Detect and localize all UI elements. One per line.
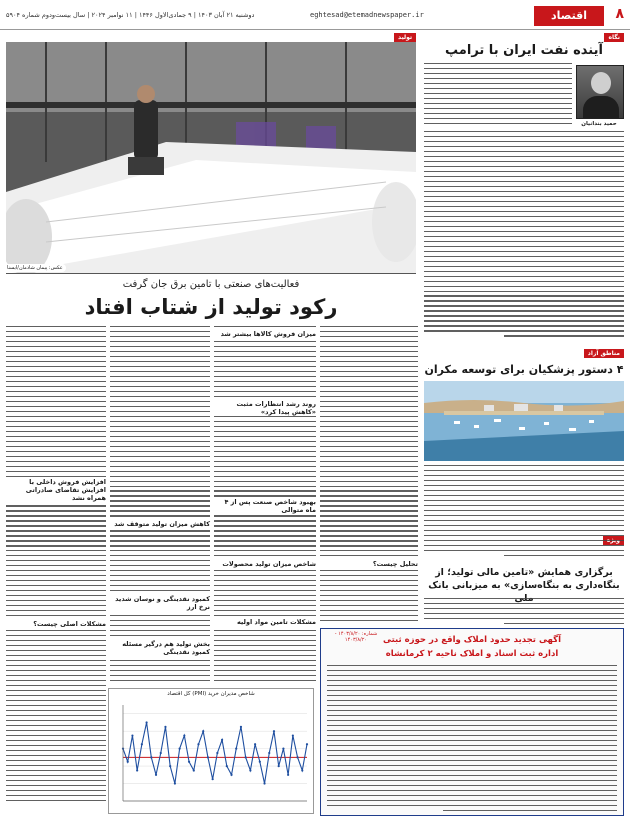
chart-point <box>263 782 265 784</box>
main-body-col-1 <box>320 326 418 626</box>
opinion-title[interactable]: آینده نفت ایران با ترامپ <box>445 43 603 58</box>
date-line: دوشنبه ۲۱ آبان ۱۴۰۳ | ۹ جمادی‌الاول ۱۴۴۶ | ۱۱ نوامبر ۲۰۲۴ | سال بیست‌ودوم شماره ۵۹۰۴ <box>6 11 255 19</box>
tag-makran: مناطق آزاد <box>584 349 624 358</box>
subhead-industry-index: بهبود شاخص صنعت پس از ۴ ماه متوالی <box>214 498 316 514</box>
chart-point <box>207 756 209 758</box>
chart-point <box>268 752 270 754</box>
chart-point <box>259 761 261 763</box>
main-subtitle: فعالیت‌های صنعتی با تامین برق جان گرفت <box>122 279 300 290</box>
chart-series-line <box>123 722 307 783</box>
chart-point <box>169 765 171 767</box>
chart-point <box>221 739 223 741</box>
chart-title: شاخص مدیران خرید (PMI) کل اقتصاد <box>167 691 255 697</box>
chart-plot-area <box>109 699 313 813</box>
chart-point <box>292 734 294 736</box>
chart-point <box>183 734 185 736</box>
subhead-sales: میزان فروش کالاها بیشتر شد <box>214 330 316 338</box>
chart-point <box>240 726 242 728</box>
ad-reference: شماره: ۱۴۰۳/۸/۲۰ - ۱۴۰۳/۸/۲۰ <box>334 631 378 643</box>
chart-point <box>193 769 195 771</box>
pmi-chart <box>108 688 314 814</box>
chart-point <box>273 730 275 732</box>
ad-title-line1: آگهی تجدید حدود املاک واقع در حوزه ثبتی <box>382 635 562 645</box>
chart-point <box>179 748 181 750</box>
chart-point <box>150 756 152 758</box>
subhead-production-index: شاخص میزان تولید محصولات <box>214 560 316 568</box>
chart-point <box>245 756 247 758</box>
chart-point <box>306 743 308 745</box>
chart-point <box>296 756 298 758</box>
chart-point <box>202 730 204 732</box>
chart-point <box>197 743 199 745</box>
chart-point <box>212 778 214 780</box>
main-photo <box>6 42 416 274</box>
opinion-body-intro <box>424 63 572 129</box>
chart-point <box>188 761 190 763</box>
subhead-liquidity: کمبود نقدینگی و نوسان شدید نرخ ارز <box>110 595 210 611</box>
main-body-col-3 <box>110 326 210 686</box>
subhead-materials: مشکلات تامین مواد اولیه <box>214 618 316 626</box>
bank-title[interactable]: برگزاری همایش «تامین مالی تولید؛ از بنگاه‌داری به بنگاه‌سازی» به میزبانی بانک <box>428 567 620 591</box>
chart-point <box>282 748 284 750</box>
chart-point <box>141 743 143 745</box>
chart-point <box>301 769 303 771</box>
main-title[interactable]: رکود تولید از شتاب افتاد <box>84 295 338 319</box>
tag-main: تولید <box>394 33 416 42</box>
ad-title-line2: اداره ثبت اسناد و املاک ناحیه ۲ کرمانشاه <box>385 649 559 659</box>
chart-point <box>174 782 176 784</box>
subhead-expectations: روند رشد انتظارات مثبت «کاهش پیدا کرد» <box>214 400 316 416</box>
makran-photo <box>424 381 624 461</box>
main-body-col-4 <box>6 326 106 814</box>
chart-point <box>127 761 129 763</box>
chart-point <box>155 774 157 776</box>
chart-point <box>278 765 280 767</box>
section-badge: اقتصاد <box>534 6 604 26</box>
photo-credit: عکس: پیمان شادمان/ایسنا <box>4 264 66 272</box>
subhead-production-liquidity: بخش تولید هم درگیر مسئله کمبود نقدینگی <box>110 640 210 656</box>
subhead-production-stop: کاهش میزان تولید متوقف شد <box>110 520 210 528</box>
chart-point <box>136 769 138 771</box>
page-header <box>0 0 630 30</box>
subhead-main-problems: مشکلات اصلی چیست؟ <box>6 620 106 628</box>
subhead-analysis: تحلیل چیست؟ <box>320 560 418 568</box>
tag-opinion: نگاه <box>604 33 624 42</box>
ad-body <box>327 665 617 813</box>
chart-point <box>164 726 166 728</box>
chart-point <box>131 734 133 736</box>
chart-point <box>235 748 237 750</box>
makran-title[interactable]: ۴ دستور پزشکیان برای توسعه مکران <box>424 363 624 376</box>
bank-body <box>424 598 624 626</box>
chart-point <box>254 743 256 745</box>
chart-point <box>226 765 228 767</box>
legal-notice-ad <box>320 628 624 816</box>
chart-point <box>249 769 251 771</box>
chart-point <box>145 721 147 723</box>
chart-point <box>160 752 162 754</box>
opinion-body <box>424 131 624 341</box>
page-number: ۸ <box>615 6 624 22</box>
author-photo <box>576 65 624 119</box>
chart-point <box>216 752 218 754</box>
subhead-domestic-sales: افزایش فروش داخلی با افزایش تقاضای صادراتی همراه نشد <box>6 478 106 502</box>
chart-point <box>287 774 289 776</box>
author-name: حمید بندانیان <box>581 121 617 127</box>
makran-body <box>424 465 624 561</box>
chart-point <box>230 774 232 776</box>
email-address[interactable]: eghtesad@etemadnewspaper.ir <box>310 11 424 19</box>
